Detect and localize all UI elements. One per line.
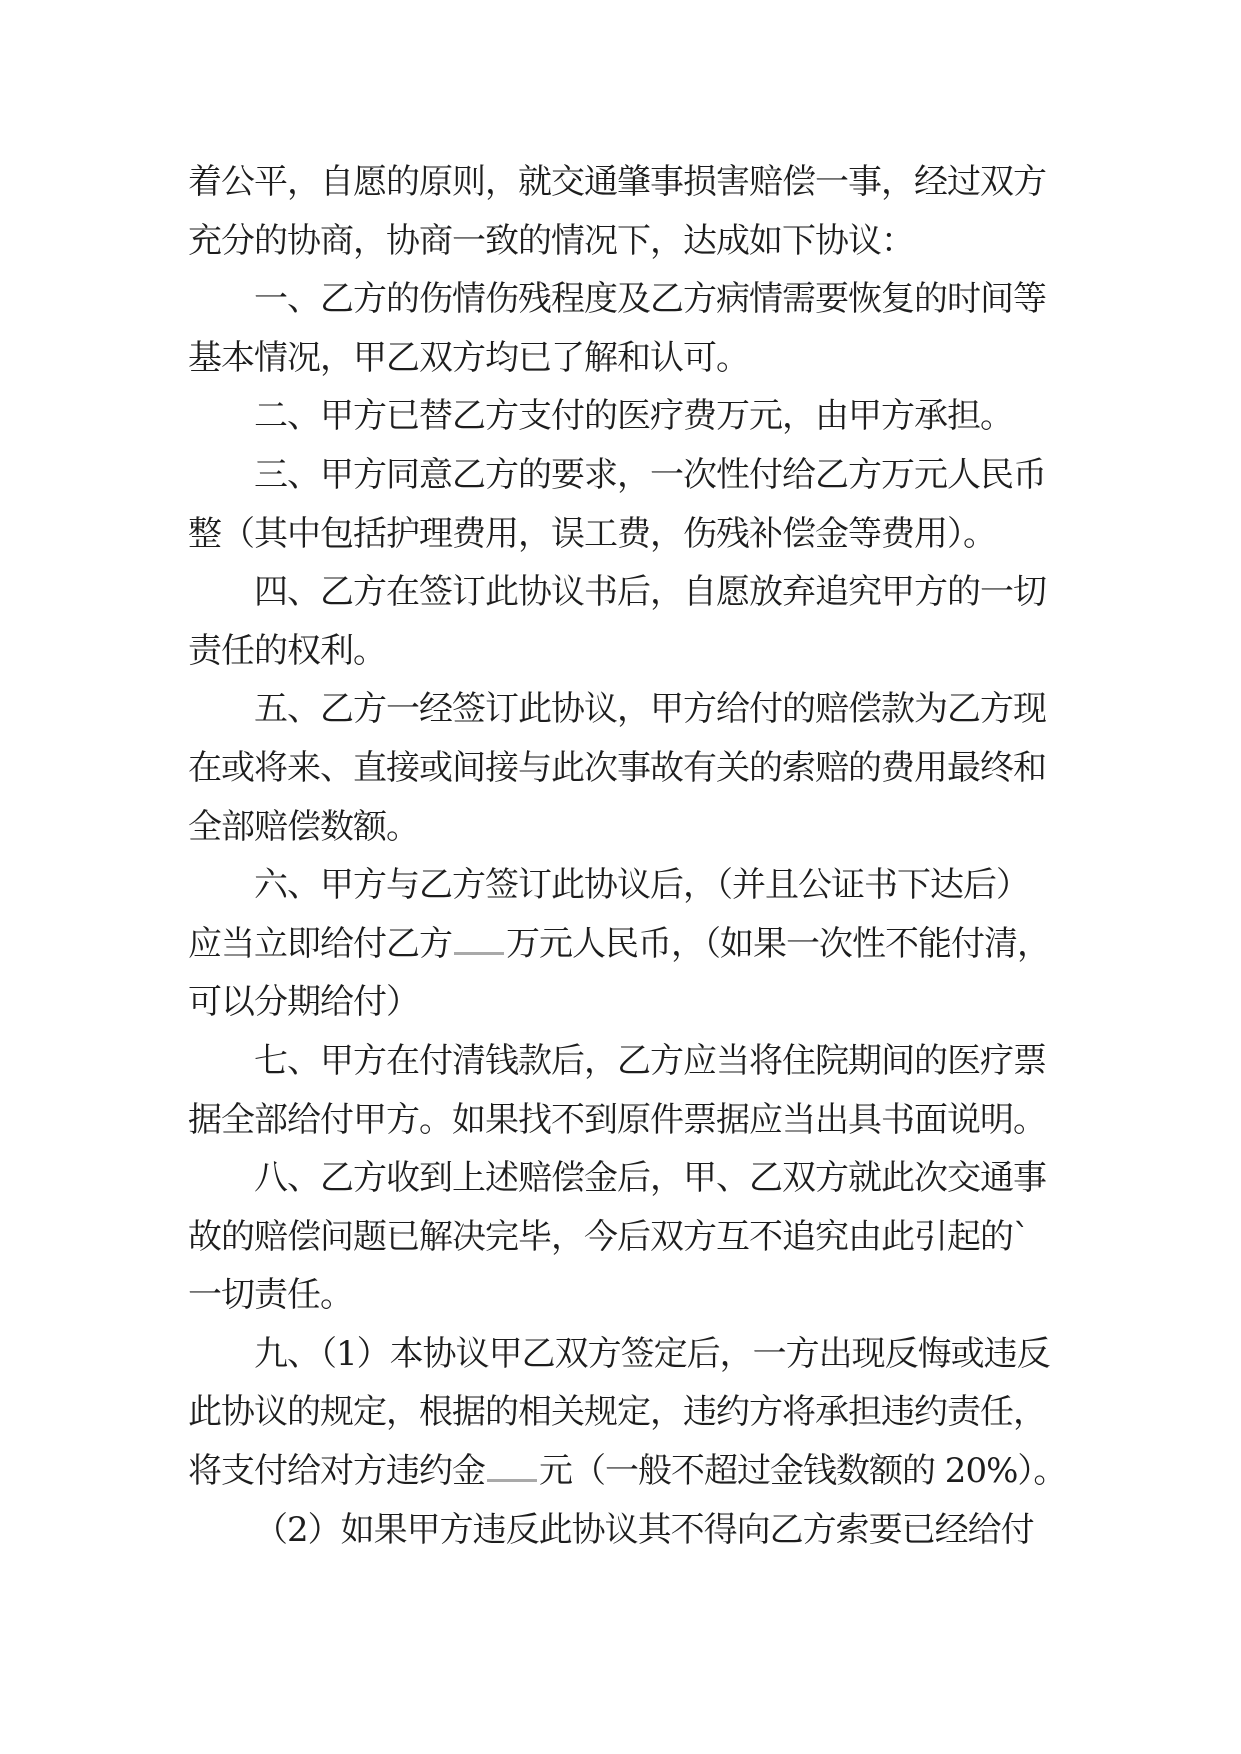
text-line — [188, 1383, 1088, 1442]
text-line — [188, 1091, 1088, 1150]
text-line — [188, 739, 1088, 798]
text-line — [188, 973, 1088, 1032]
line-text: 七、甲方在付清钱款后，乙方应当将住院期间的医疗票 — [254, 1040, 1046, 1081]
text-line — [188, 915, 1088, 974]
line-text: 一、乙方的伤情伤残程度及乙方病情需要恢复的时间等 — [254, 279, 1046, 320]
line-text: 九、（1）本协议甲乙双方签定后，一方出现反悔或违反 — [254, 1333, 1050, 1374]
line-text: 万元人民币，（如果一次性不能付清， — [506, 923, 1050, 964]
line-text: 据全部给付甲方。如果找不到原件票据应当出具书面说明。 — [188, 1099, 1046, 1140]
text-line — [188, 153, 1088, 212]
fill-in-blank-line — [454, 950, 504, 955]
line-text: （2）如果甲方违反此协议其不得向乙方索要已经给付 — [254, 1509, 1034, 1550]
line-text: 八、乙方收到上述赔偿金后，甲、乙双方就此次交通事 — [254, 1158, 1046, 1199]
line-text: 一切责任。 — [188, 1275, 353, 1316]
line-text: 整（其中包括护理费用，误工费，伤残补偿金等费用）。 — [188, 513, 996, 554]
line-text: 全部赔偿数额。 — [188, 806, 419, 847]
line-text: 充分的协商，协商一致的情况下，达成如下协议： — [188, 220, 914, 261]
line-text: 将支付给对方违约金 — [188, 1451, 485, 1492]
line-text: 故的赔偿问题已解决完毕，今后双方互不追究由此引起的` — [188, 1216, 1029, 1257]
text-line — [188, 798, 1088, 857]
line-text: 二、甲方已替乙方支付的医疗费万元，由甲方承担。 — [254, 396, 1013, 437]
text-line — [188, 680, 1088, 739]
line-text: 此协议的规定，根据的相关规定，违约方将承担违约责任， — [188, 1392, 1046, 1433]
text-line — [188, 622, 1088, 681]
line-text: 三、甲方同意乙方的要求，一次性付给乙方万元人民币 — [254, 454, 1046, 495]
line-text: 六、甲方与乙方签订此协议后，（并且公证书下达后） — [254, 865, 1029, 906]
text-line — [188, 1325, 1088, 1384]
line-text: 可以分期给付） — [188, 982, 419, 1023]
text-line — [188, 1501, 1088, 1560]
text-line — [188, 1149, 1088, 1208]
text-line — [188, 270, 1088, 329]
text-line — [188, 563, 1088, 622]
text-line — [188, 387, 1088, 446]
line-text: 五、乙方一经签订此协议，甲方给付的赔偿款为乙方现 — [254, 689, 1046, 730]
line-text: 着公平，自愿的原则，就交通肇事损害赔偿一事，经过双方 — [188, 162, 1046, 202]
text-line — [188, 212, 1088, 271]
line-text: 基本情况，甲乙双方均已了解和认可。 — [188, 337, 749, 378]
agreement-body — [188, 153, 1088, 1559]
text-line — [188, 1442, 1088, 1501]
text-line — [188, 856, 1088, 915]
line-text: 责任的权利。 — [188, 630, 386, 671]
line-text: 元（一般不超过金钱数额的 20%）。 — [539, 1451, 1067, 1492]
text-line — [188, 505, 1088, 564]
line-text: 应当立即给付乙方 — [188, 923, 452, 964]
text-line — [188, 329, 1088, 388]
line-text: 在或将来、直接或间接与此次事故有关的索赔的费用最终和 — [188, 747, 1046, 788]
text-line — [188, 446, 1088, 505]
text-line — [188, 1266, 1088, 1325]
fill-in-blank-line — [487, 1477, 537, 1482]
text-line — [188, 1208, 1088, 1267]
text-line — [188, 1032, 1088, 1091]
line-text: 四、乙方在签订此协议书后，自愿放弃追究甲方的一切 — [254, 572, 1046, 613]
